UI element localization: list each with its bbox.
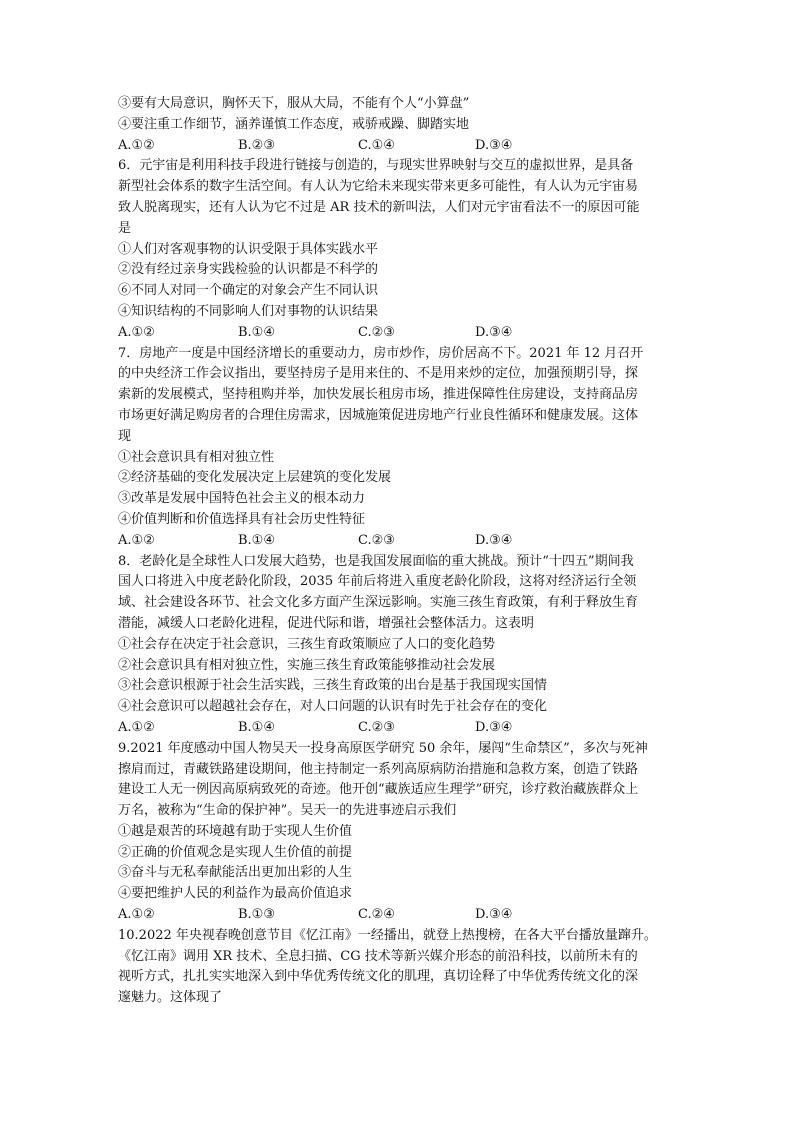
- q10-stem-line: 10.2022 年央视春晚创意节目《忆江南》一经播出，就登上热搜榜，在各大平台播放量蹿升。: [118, 927, 657, 943]
- q5-item-4: ④要注重工作细节，涵养谨慎工作态度，戒骄戒躁、脚踏实地: [118, 116, 470, 132]
- q5-option-d: D.③④: [475, 137, 513, 153]
- q9-stem-line: 擦肩而过，青藏铁路建设期间，他主持制定一系列高原病防治措施和急救方案，创造了铁路: [118, 761, 639, 777]
- q9-item-3: ③奋斗与无私奉献能活出更加出彩的人生: [118, 865, 353, 881]
- q9-option-d: D.③④: [475, 907, 513, 923]
- q6-stem-line: 6．元宇宙是利用科技手段进行链接与创造的，与现实世界映射与交互的虚拟世界，是具备: [118, 158, 634, 174]
- q6-item-3: ⑥不同人对同一个确定的对象会产生不同认识: [118, 283, 379, 299]
- question-7: [118, 344, 678, 552]
- q9-stem-line: 建设工人无一例因高原病致死的奇迹。他开创“藏族适应生理学”研究，诊疗救治藏族群众上: [118, 782, 639, 798]
- q6-item-2: ②没有经过亲身实践检验的认识都是不科学的: [118, 262, 379, 278]
- q6-stem-line: 新型社会体系的数字生活空间。有人认为它给未来现实带来更多可能性，有人认为元宇宙易: [118, 179, 639, 195]
- q8-option-d: D.③④: [475, 719, 513, 735]
- question-10: [118, 926, 678, 1009]
- q9-item-4: ④要把维护人民的利益作为最高价值追求: [118, 886, 353, 902]
- q5-option-b: B.②③: [238, 137, 275, 153]
- q7-stem-line: 索新的发展模式，坚持租购并举，加快发展长租房市场，推进保障性住房建设，支持商品房: [118, 387, 639, 403]
- q7-option-a: A.①②: [118, 532, 155, 548]
- q10-stem-line: 视听方式，扎扎实实地深入到中华优秀传统文化的肌理，真切诠释了中华优秀传统文化的深: [118, 969, 639, 985]
- q8-options: [118, 718, 678, 739]
- q5-item-3: ③要有大局意识，胸怀天下，服从大局，不能有个人“小算盘”: [118, 96, 470, 111]
- q8-item-4: ④社会意识可以超越社会存在，对人口问题的认识有时先于社会存在的变化: [118, 699, 548, 715]
- q8-stem-line: 国人口将进入中度老龄化阶段，2035 年前后将进入重度老龄化阶段，这将对经济运行全领: [118, 574, 637, 590]
- q8-item-2: ②社会意识具有相对独立性，实施三孩生育政策能够推动社会发展: [118, 657, 496, 673]
- q6-stem-line: 致人脱离现实，还有人认为它不过是 AR 技术的新叫法，人们对元宇宙看法不一的原因可能: [118, 199, 640, 215]
- q8-stem-line: 8．老龄化是全球性人口发展大趋势，也是我国发展面临的重大挑战。预计“十四五”期间我: [118, 553, 634, 569]
- q8-option-c: C.②③: [358, 719, 395, 735]
- q6-item-1: ①人们对客观事物的认识受限于具体实践水平: [118, 241, 379, 257]
- q9-option-a: A.①②: [118, 907, 155, 923]
- q5-option-c: C.①④: [358, 137, 395, 153]
- q9-item-2: ②正确的价值观念是实现人生价值的前提: [118, 844, 353, 860]
- q5-options: [118, 136, 678, 157]
- q10-stem-line: 《忆江南》调用 XR 技术、全息扫描、CG 技术等新兴媒介形态的前沿科技，以前所未有的: [118, 948, 638, 964]
- q7-stem-line: 7．房地产一度是中国经济增长的重要动力，房市炒作，房价居高不下。2021 年 12 月召开: [118, 345, 644, 361]
- q6-item-4: ④知识结构的不同影响人们对事物的认识结果: [118, 303, 379, 319]
- q7-stem-line: 的中央经济工作会议指出，要坚持房子是用来住的、不是用来炒的定位，加强预期引导，探: [118, 366, 639, 382]
- q9-options: [118, 905, 678, 926]
- q5-option-a: A.①②: [118, 137, 155, 153]
- question-9: [118, 739, 678, 926]
- q9-item-1: ①越是艰苦的环境越有助于实现人生价值: [118, 823, 353, 839]
- q9-stem-line: 万名，被称为“生命的保护神”。吴天一的先进事迹启示我们: [118, 803, 457, 819]
- q6-option-d: D.③④: [475, 324, 513, 340]
- q10-stem-line: 邃魅力。这体现了: [118, 990, 223, 1006]
- question-8: [118, 552, 678, 739]
- q7-item-2: ②经济基础的变化发展决定上层建筑的变化发展: [118, 470, 392, 486]
- q8-option-b: B.①④: [238, 719, 275, 735]
- q7-item-3: ③改革是发展中国特色社会主义的根本动力: [118, 491, 366, 507]
- q9-option-c: C.②④: [358, 907, 395, 923]
- q7-item-4: ④价值判断和价值选择具有社会历史性特征: [118, 511, 366, 527]
- q8-stem-line: 潜能，减缓人口老龄化进程，促进代际和谐，增强社会整体活力。这表明: [118, 615, 535, 631]
- q7-option-b: B.①④: [238, 532, 275, 548]
- q6-stem-line: 是: [118, 220, 132, 236]
- question-content: [118, 94, 678, 1009]
- q9-option-b: B.①③: [238, 907, 275, 923]
- q8-item-1: ①社会存在决定于社会意识，三孩生育政策顺应了人口的变化趋势: [118, 636, 496, 652]
- q8-item-3: ③社会意识根源于社会生活实践，三孩生育政策的出台是基于我国现实国情: [118, 678, 548, 694]
- q8-stem-line: 域、社会建设各环节、社会文化多方面产生深远影响。实施三孩生育政策，有利于释放生育: [118, 595, 639, 611]
- q6-option-c: C.②③: [358, 324, 395, 340]
- q6-options: [118, 323, 678, 344]
- q6-option-a: A.①②: [118, 324, 155, 340]
- question-6: [118, 156, 678, 343]
- q7-option-d: D.③④: [475, 532, 513, 548]
- q7-stem-line: 现: [118, 428, 132, 444]
- q7-item-1: ①社会意识具有相对独立性: [118, 449, 275, 465]
- q9-stem-line: 9.2021 年度感动中国人物吴天一投身高原医学研究 50 余年，屡闯“生命禁区”，多次与死神: [118, 740, 648, 756]
- q7-option-c: C.②③: [358, 532, 395, 548]
- q7-options: [118, 531, 678, 552]
- question-5-tail: [118, 94, 678, 156]
- q8-option-a: A.①②: [118, 719, 155, 735]
- q7-stem-line: 市场更好满足购房者的合理住房需求，因城施策促进房地产行业良性循环和健康发展。这体: [118, 407, 639, 423]
- q6-option-b: B.①④: [238, 324, 275, 340]
